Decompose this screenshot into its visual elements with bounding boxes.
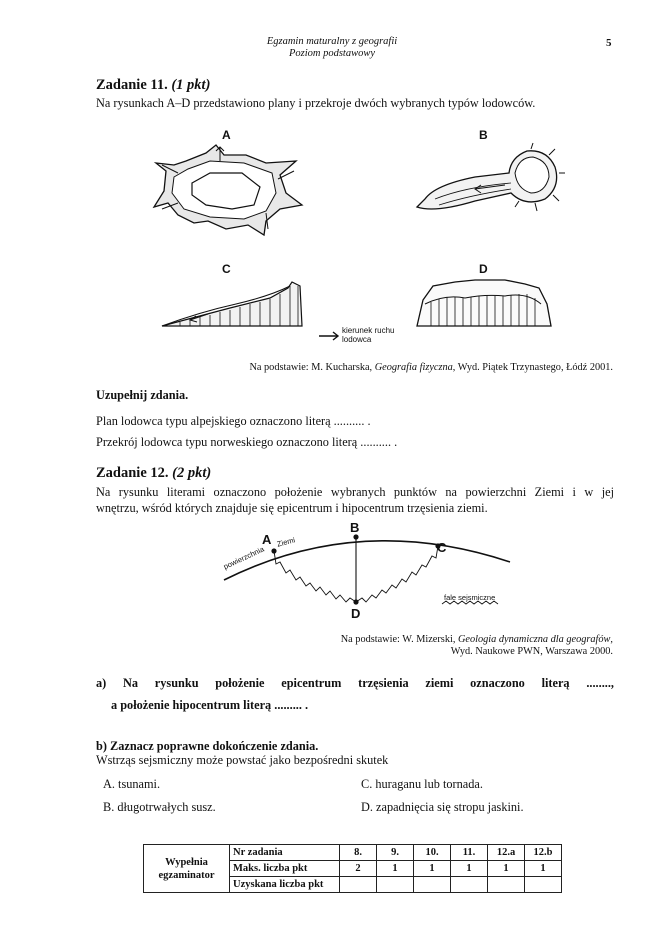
- max-points-cell: 1: [414, 861, 451, 877]
- task-number-cell: 11.: [451, 845, 488, 861]
- exam-level: Poziom podstawowy: [288, 48, 376, 59]
- exam-title: Egzamin maturalny z geografii: [266, 36, 398, 47]
- glacier-direction-arrow-icon: [318, 331, 340, 341]
- point-d-label: D: [351, 606, 361, 621]
- seismic-waves-label: fale sejsmiczne: [444, 593, 496, 602]
- task11-points: (1 pkt): [171, 77, 211, 93]
- point-b-label: B: [350, 520, 360, 535]
- task11-intro: Na rysunkach A–D przedstawiono plany i przekroje dwóch wybranych typów lodowców.: [96, 96, 536, 110]
- row-label-obtained-points: Uzyskana liczba pkt: [230, 877, 340, 893]
- obtained-points-cell[interactable]: [340, 877, 377, 893]
- surface-label: powierzchnia: [222, 544, 266, 572]
- fig-label-c: C: [222, 262, 231, 276]
- task11-instruction: Uzupełnij zdania.: [96, 388, 189, 402]
- task12-source-line-2: Wyd. Naukowe PWN, Warszawa 2000.: [450, 646, 613, 657]
- earthquake-figure: [210, 520, 540, 620]
- task12-intro-line-2: wnętrzu, wśród których znajduje się epicentrum i hipocentrum trzęsienia ziemi.: [96, 501, 488, 515]
- task12-question-b-stem: Wstrząs sejsmiczny może powstać jako bezpośredni skutek: [96, 753, 389, 767]
- max-points-cell: 1: [451, 861, 488, 877]
- earth-label: Ziemi: [276, 535, 297, 549]
- row-label-task-number: Nr zadania: [230, 845, 340, 861]
- source-prefix: Na podstawie: M. Kucharska,: [249, 362, 375, 373]
- task11-question-2: Przekrój lodowca typu norweskiego oznaczono literą .......... .: [96, 435, 398, 449]
- task12-question-b-title: b) Zaznacz poprawne dokończenie zdania.: [96, 739, 319, 753]
- row-label-max-points: Maks. liczba pkt: [230, 861, 340, 877]
- max-points-cell: 2: [340, 861, 377, 877]
- examiner-label-line-2: egzaminator: [158, 869, 215, 881]
- score-table: [143, 844, 562, 893]
- point-c-label: C: [437, 540, 447, 555]
- examiner-label: [144, 845, 230, 893]
- point-a-label: A: [262, 532, 272, 547]
- fig-label-d: D: [479, 262, 488, 276]
- answer-option-b[interactable]: B. długotrwałych susz.: [103, 800, 216, 814]
- task-number-cell: 12.a: [488, 845, 525, 861]
- task-number-cell: 8.: [340, 845, 377, 861]
- obtained-points-cell[interactable]: [377, 877, 414, 893]
- glacier-section-d-figure: [415, 274, 555, 330]
- task12-title: Zadanie 12.: [96, 465, 169, 481]
- legend-line-2: lodowca: [342, 335, 372, 344]
- task11-source: [150, 362, 613, 373]
- task11-question-1: Plan lodowca typu alpejskiego oznaczono literą .......... .: [96, 414, 371, 428]
- max-points-cell: 1: [488, 861, 525, 877]
- source-line1-title: Geologia dynamiczna dla geografów: [457, 634, 611, 645]
- answer-option-a[interactable]: A. tsunami.: [103, 777, 161, 791]
- page-number: 5: [606, 37, 612, 49]
- task12-question-a-line-1: a) Na rysunku położenie epicentrum trzęsienia ziemi oznaczono literą ........,: [96, 676, 614, 690]
- task12-intro-line-1: Na rysunku literami oznaczono położenie wybranych punktów na powierzchni Ziemi i w jej: [96, 485, 614, 499]
- score-row-task-numbers: [144, 845, 562, 861]
- task-number-cell: 12.b: [525, 845, 562, 861]
- obtained-points-cell[interactable]: [488, 877, 525, 893]
- task12-source-line-1: [250, 634, 613, 646]
- legend-line-1: kierunek ruchu: [342, 326, 395, 335]
- task11-title: Zadanie 11.: [96, 77, 168, 93]
- answer-option-d[interactable]: D. zapadnięcia się stropu jaskini.: [361, 800, 524, 814]
- source-line1-suffix: ,: [610, 634, 613, 645]
- source-title: Geografia fizyczna: [374, 362, 453, 373]
- glacier-section-c-figure: [160, 282, 305, 330]
- max-points-cell: 1: [525, 861, 562, 877]
- obtained-points-cell[interactable]: [451, 877, 488, 893]
- task-number-cell: 9.: [377, 845, 414, 861]
- source-line1-prefix: Na podstawie: W. Mizerski,: [340, 634, 458, 645]
- fig-label-b: B: [479, 128, 488, 142]
- obtained-points-cell[interactable]: [525, 877, 562, 893]
- task12-points: (2 pkt): [172, 465, 212, 481]
- max-points-cell: 1: [377, 861, 414, 877]
- glacier-direction-legend: [342, 326, 394, 344]
- examiner-label-line-1: Wypełnia: [165, 856, 208, 868]
- task11-heading: [96, 77, 210, 94]
- answer-option-c[interactable]: C. huraganu lub tornada.: [361, 777, 483, 791]
- fig-label-a: A: [222, 128, 231, 142]
- task12-heading: [96, 465, 211, 482]
- source-suffix: , Wyd. Piątek Trzynastego, Łódź 2001.: [452, 362, 613, 373]
- obtained-points-cell[interactable]: [414, 877, 451, 893]
- glacier-plan-b-figure: [415, 143, 565, 223]
- task12-question-a-line-2: a położenie hipocentrum literą ......... .: [111, 698, 309, 712]
- task-number-cell: 10.: [414, 845, 451, 861]
- glacier-plan-a-figure: [148, 143, 308, 238]
- task12-source: [250, 634, 613, 658]
